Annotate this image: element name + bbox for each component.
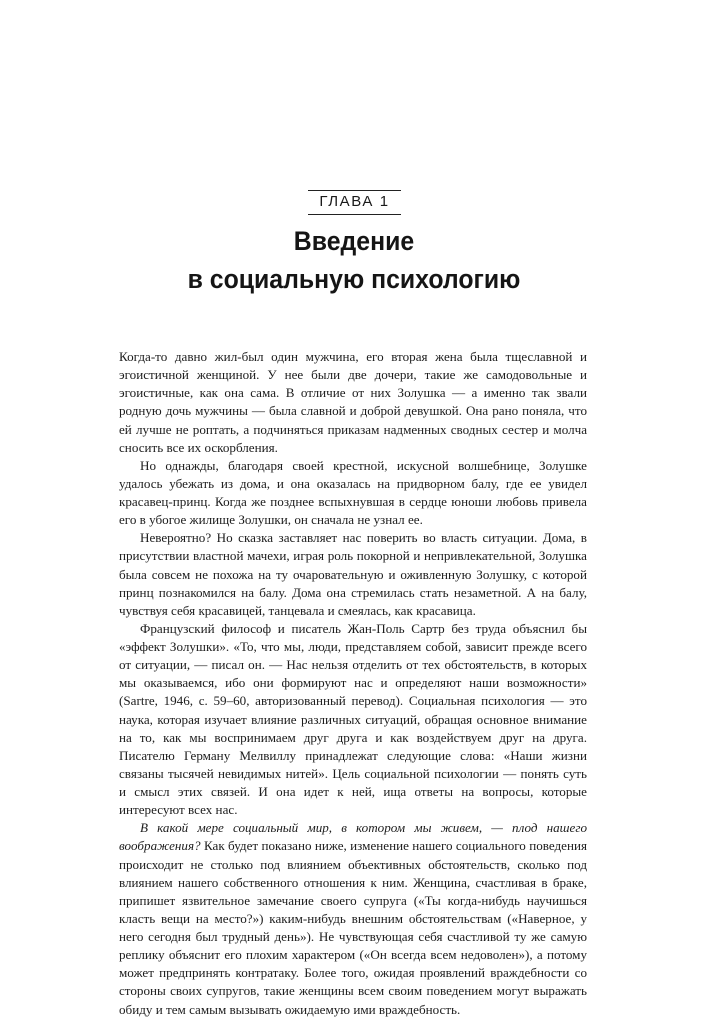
paragraph-5-italic-question: В какой мере социальный мир, в котором мы живем, — плод нашего воображения? [119,820,587,854]
paragraph-2: Но однажды, благодаря своей крестной, искусной волшебнице, Золушке удалось убежать из дома, и она оказалась на придворном балу, где ее увидел красавец-принц. Когда же позднее вспыхнувшая в сердце юноши любовь привела его в убогое жилище Золушки, он сначала не узнал ее. [119,457,587,528]
chapter-title-line-2: в социальную психологию [187,264,521,294]
paragraph-3: Невероятно? Но сказка заставляет нас поверить во власть ситуации. Дома, в присутствии властной мачехи, играя роль покорной и непривлекательной, Золушка была совсем не похожа на ту очаровательную и оживленную Золушку, с которой принц познакомился на балу. Дома она стремилась стать незаметной. А на балу, чувствуя себя красавицей, танцевала и смеялась, как красавица. [119,530,587,618]
paragraph-4: Французский философ и писатель Жан-Поль Сартр без труда объяснил бы «эффект Золушки». «То, что мы, люди, представляем собой, зависит прежде всего от ситуации, — писал он. — Нас нельзя отделить от тех обстоятельств, в которых мы оказываемся, ибо они формируют нас и определяют наши возможности» (Sartre, 1946, с. 59–60, авторизованный перевод). Социальная психология — это наука, которая изучает влияние различных ситуаций, обращая основное внимание на то, как мы воспринимаем друг друга и как воздействуем друг на друга. Писателю Герману Мелвиллу принадлежат следующие слова: «Наши жизни связаны тысячей невидимых нитей». Цель социальной психологии — понять суть и смысл этих связей. И она идет к ней, ища ответы на вопросы, которые интересуют всех нас. [119,620,587,818]
paragraph-5-text: Как будет показано ниже, изменение нашего социального поведения происходит не столько под влиянием объективных обстоятельств, сколько под влиянием нашего собственного отношения к ним. Женщина, счастливая в браке, припишет язвительное замечание своего супруга («Ты когда-нибудь научишься класть вещи на место?») каким-нибудь внешним обстоятельствам («Наверное, у него сегодня был трудный день»). Не чувствующая себя счастливой ту же самую реплику объяснит его плохим характером («Он всегда всем недоволен»), а потому может предпринять контратаку. Более того, ожидая проявлений враждебности со стороны своих супругов, такие женщины всем своим поведением могут выражать обиду и тем самым вызывать ожидаемую ими враждебность. [119,838,587,1017]
chapter-title-line-1: Введение [293,226,415,256]
paragraph-1: Когда-то давно жил-был один мужчина, его вторая жена была тщеславной и эгоистичной женщиной. У нее были две дочери, такие же самодовольные и эгоистичные, как она сама. В отличие от них Золушка — а именно так звали родную дочь мужчины — была славной и доброй девушкой. Она рано поняла, что ей лучше не роптать, а подчиняться приказам надменных сводных сестер и молча сносить все их оскорбления. [119,349,587,455]
body-text [119,348,587,1019]
chapter-title [28,222,679,298]
chapter-label: ГЛАВА 1 [308,190,401,215]
paragraph-5 [119,819,587,1018]
